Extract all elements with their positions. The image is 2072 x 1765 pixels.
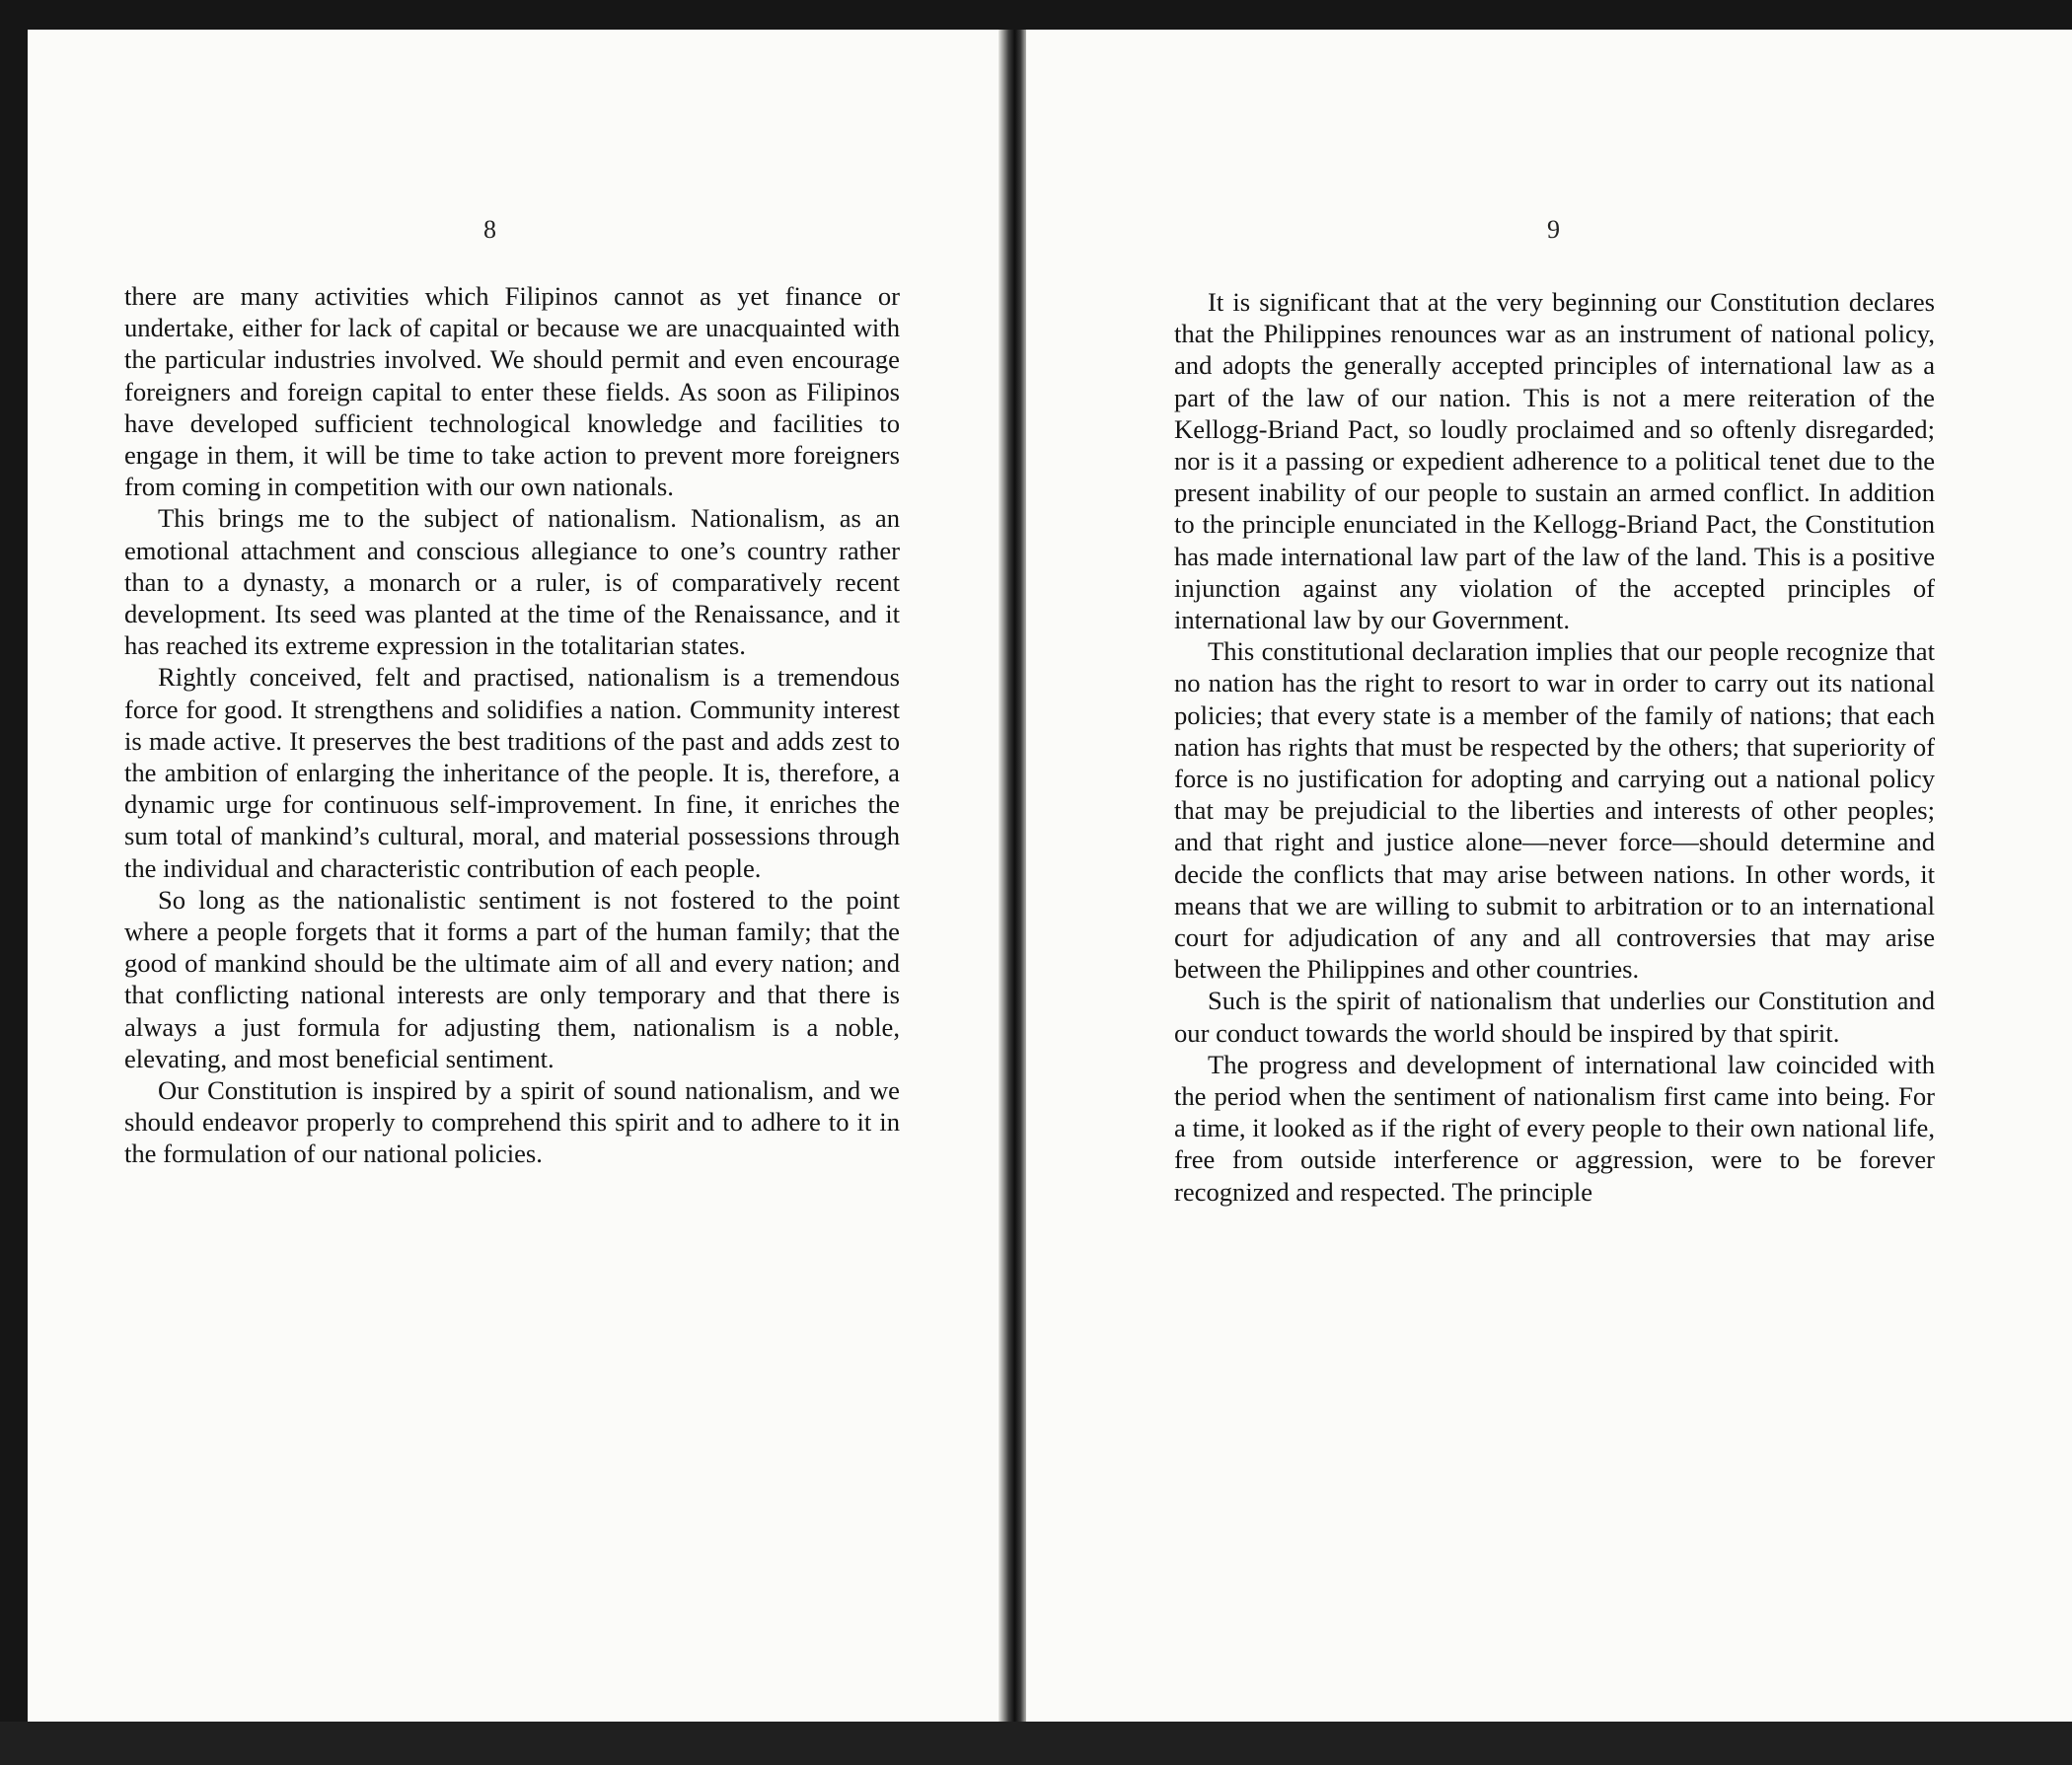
right-page-number: 9 xyxy=(1547,215,1560,244)
right-paragraph-3: Such is the spirit of nationalism that underlies our Constitution and our conduct towards the world should be inspired by that spirit. xyxy=(1174,986,1935,1048)
left-page xyxy=(28,30,1004,1722)
right-paragraph-4: The progress and development of international law coincided with the period when the sentiment of nationalism first came into being. For a time, it looked as if the right of every people to their own national life, free from outside interference or aggression, were to be forever recognized and respected. The principle xyxy=(1174,1049,1935,1207)
right-page-text xyxy=(1174,286,1935,1208)
right-paragraph-1: It is significant that at the very beginning our Constitution declares that the Philippines renounces war as an instrument of national policy, and adopts the generally accepted principles of international law as a part of the law of our nation. This is not a mere reiteration of the Kellogg-Briand Pact, so loudly proclaimed and so oftenly disregarded; nor is it a passing or expedient adherence to a political tenet due to the present inability of our people to sustain an armed conflict. In addition to the principle enunciated in the Kellogg-Briand Pact, the Constitution has made international law part of the law of the land. This is a positive injunction against any violation of the accepted principles of international law by our Government. xyxy=(1174,287,1935,635)
left-page-number: 8 xyxy=(483,215,496,244)
right-page xyxy=(1026,30,2072,1722)
left-paragraph-3: Rightly conceived, felt and practised, nationalism is a tremendous force for good. It strengthens and solidifies a nation. Community interest is made active. It preserves the best traditions of the past and adds zest to the ambition of enlarging the inheritance of the people. It is, therefore, a dynamic urge for continuous self-improvement. In fine, it enriches the sum total of mankind’s cultural, moral, and material possessions through the individual and characteristic contribution of each people. xyxy=(124,662,900,883)
left-paragraph-5: Our Constitution is inspired by a spirit of sound nationalism, and we should endeavor properly to comprehend this spirit and to adhere to it in the formulation of our national policies. xyxy=(124,1075,900,1169)
scan-bottom-edge xyxy=(0,1722,2072,1765)
left-paragraph-1: there are many activities which Filipinos cannot as yet finance or undertake, either for lack of capital or because we are unacquainted with the particular industries involved. We should permit and even encourage foreigners and foreign capital to enter these fields. As soon as Filipinos have developed sufficient technological knowledge and facilities to engage in them, it will be time to take action to prevent more foreigners from coming in competition with our own nationals. xyxy=(124,281,900,502)
left-page-text xyxy=(124,280,900,1170)
left-paragraph-2: This brings me to the subject of nationalism. Nationalism, as an emotional attachment and conscious allegiance to one’s country rather than to a dynasty, a monarch or a ruler, is of comparatively recent development. Its seed was planted at the time of the Renaissance, and it has reached its extreme expression in the totalitarian states. xyxy=(124,503,900,661)
right-paragraph-2: This constitutional declaration implies that our people recognize that no nation has the right to resort to war in order to carry out its national policies; that every state is a member of the family of nations; that each nation has rights that must be respected by the others; that superiority of force is no justification for adopting and carrying out a national policy that may be prejudicial to the liberties and interests of other peoples; and that right and justice alone—never force—should determine and decide the conflicts that may arise between nations. In other words, it means that we are willing to submit to arbitration or to an international court for adjudication of any and all controversies that may arise between the Philippines and other countries. xyxy=(1174,636,1935,985)
book-spine-gutter xyxy=(999,30,1028,1722)
left-paragraph-4: So long as the nationalistic sentiment is not fostered to the point where a people forgets that it forms a part of the human family; that the good of mankind should be the ultimate aim of all and every nation; and that conflicting national interests are only temporary and that there is always a just formula for adjusting them, nationalism is a noble, elevating, and most beneficial sentiment. xyxy=(124,884,900,1073)
